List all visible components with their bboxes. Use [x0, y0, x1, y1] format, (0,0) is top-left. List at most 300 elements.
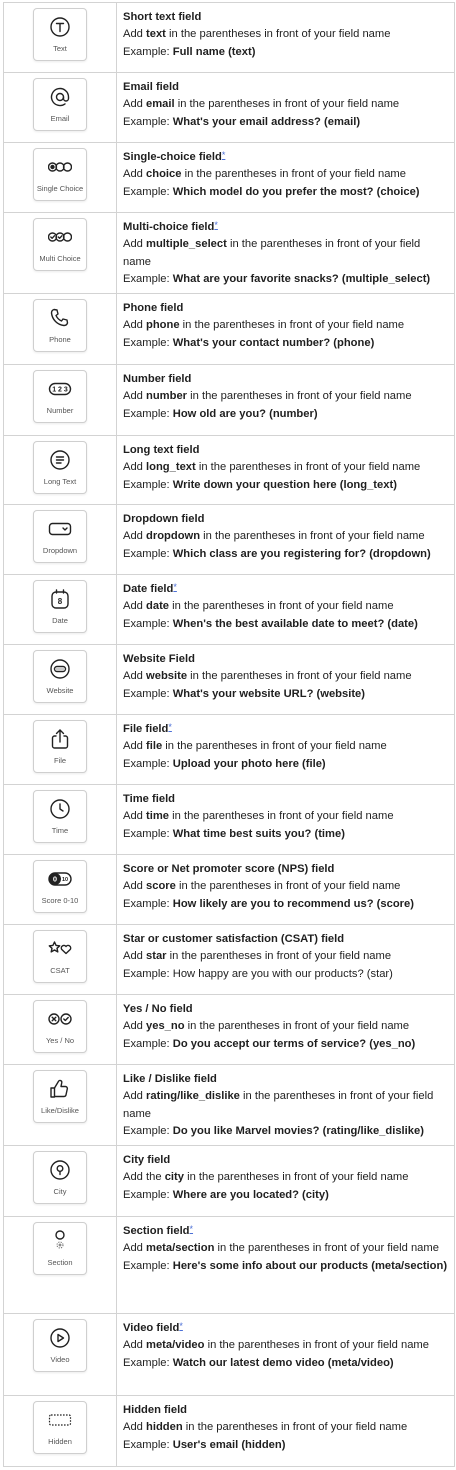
- field-title: [123, 442, 448, 459]
- table-row: [4, 575, 454, 645]
- example-text: Upload your photo here (file): [172, 757, 326, 770]
- instruction-suffix: in the parentheses in front of your field name: [175, 880, 401, 893]
- example-label: Example:: [123, 1125, 173, 1138]
- instruction-suffix: in the parentheses in front of your field name: [169, 600, 394, 613]
- svg-text:1 2 3: 1 2 3: [52, 386, 68, 394]
- field-instruction: [123, 390, 412, 402]
- field-example: [123, 186, 420, 198]
- description-cell: [117, 1146, 454, 1216]
- instruction-suffix: in the parentheses in front of your field name: [166, 950, 392, 963]
- example-label: Example:: [123, 1356, 173, 1369]
- instruction-prefix: Add the: [123, 1171, 165, 1184]
- example-text: Write down your question here (long_text): [172, 478, 397, 491]
- table-row: [4, 213, 454, 294]
- field-keyword: phone: [146, 319, 180, 332]
- field-instruction: [123, 1339, 429, 1351]
- field-title-text: Email field: [123, 81, 179, 93]
- icon-caption: File: [53, 756, 67, 765]
- svg-text:0: 0: [52, 874, 58, 884]
- table-row: [4, 365, 454, 436]
- field-title: [123, 9, 448, 26]
- field-icon-card: [33, 8, 87, 61]
- field-example: [123, 408, 318, 420]
- icon-caption: Long Text: [43, 477, 77, 486]
- field-instruction: [123, 98, 399, 110]
- instruction-suffix: in the parentheses in front of your field name: [174, 98, 400, 111]
- score-toggle-icon: [48, 867, 72, 891]
- field-example: [123, 898, 414, 910]
- example-text: How old are you? (number): [172, 407, 318, 420]
- video-play-icon: [48, 1326, 72, 1350]
- field-instruction: [123, 1421, 407, 1433]
- field-title: [123, 931, 448, 948]
- footnote-asterisk-link[interactable]: *: [221, 150, 226, 160]
- website-icon: [48, 657, 72, 681]
- instruction-suffix: in the parentheses in front of your field name: [214, 1242, 439, 1255]
- field-title: [123, 1223, 448, 1240]
- field-keyword: multiple_select: [146, 238, 227, 251]
- field-title-text: Date field: [123, 583, 174, 595]
- field-icon-card: [33, 860, 87, 913]
- field-title-text: Single-choice field: [123, 151, 222, 163]
- table-row: [4, 855, 454, 925]
- field-instruction: [123, 880, 400, 892]
- field-title-text: Long text field: [123, 444, 200, 456]
- field-icon-card: [33, 218, 87, 271]
- text-field-icon: [48, 15, 72, 39]
- icon-cell: [4, 294, 117, 364]
- example-text: What's your email address? (email): [172, 115, 361, 128]
- field-keyword: date: [146, 600, 170, 613]
- field-keyword: number: [146, 390, 188, 403]
- section-icon: [48, 1229, 72, 1253]
- email-at-icon: [48, 85, 72, 109]
- field-keyword: rating/like_dislike: [146, 1090, 240, 1103]
- field-example: [123, 46, 255, 58]
- instruction-suffix: in the parentheses in front of your field name: [182, 1421, 408, 1434]
- field-example: [123, 1189, 329, 1201]
- field-title: [123, 1402, 448, 1419]
- instruction-prefix: Add: [123, 530, 147, 543]
- icon-cell: [4, 213, 117, 293]
- field-icon-card: [33, 1151, 87, 1204]
- field-example: [123, 688, 365, 700]
- field-example: [123, 479, 397, 491]
- instruction-suffix: in the parentheses in front of your field name: [187, 670, 412, 683]
- field-keyword: email: [146, 98, 175, 111]
- field-title-text: Like / Dislike field: [123, 1073, 217, 1085]
- icon-cell: [4, 143, 117, 212]
- thumbs-up-icon: [48, 1077, 72, 1101]
- icon-caption: Score 0-10: [41, 896, 79, 905]
- instruction-prefix: Add: [123, 1339, 147, 1352]
- field-instruction: [123, 810, 394, 822]
- example-label: Example:: [123, 967, 173, 980]
- instruction-suffix: in the parentheses in front of your field name: [204, 1339, 429, 1352]
- example-label: Example:: [123, 1259, 173, 1272]
- table-row: [4, 925, 454, 995]
- example-text: Which model do you prefer the most? (choice): [172, 185, 420, 198]
- field-instruction: [123, 168, 406, 180]
- example-text: Here's some info about our products (meta/section): [172, 1259, 448, 1272]
- instruction-suffix: in the parentheses in front of your field name: [179, 319, 405, 332]
- icon-cell: [4, 925, 117, 994]
- table-row: [4, 436, 454, 505]
- field-icon-card: [33, 930, 87, 983]
- icon-cell: [4, 855, 117, 924]
- field-title: [123, 861, 448, 878]
- example-text: Full name (text): [172, 45, 256, 58]
- field-title-text: Yes / No field: [123, 1003, 193, 1015]
- field-title: [123, 1152, 448, 1169]
- description-cell: [117, 73, 454, 142]
- description-cell: [117, 1065, 454, 1145]
- location-pin-icon: [48, 1158, 72, 1182]
- instruction-prefix: Add: [123, 600, 147, 613]
- example-label: Example:: [123, 827, 173, 840]
- example-label: Example:: [123, 407, 173, 420]
- example-label: Example:: [123, 45, 173, 58]
- instruction-suffix: in the parentheses in front of your field name: [123, 1090, 434, 1120]
- field-title: [123, 791, 448, 808]
- field-title: [123, 511, 448, 528]
- example-text: User's email (hidden): [172, 1438, 286, 1451]
- example-text: Do you like Marvel movies? (rating/like_dislike): [172, 1125, 424, 1138]
- instruction-prefix: Add: [123, 319, 147, 332]
- field-title-text: Website Field: [123, 653, 195, 665]
- single-choice-icon: [48, 155, 72, 179]
- example-label: Example:: [123, 1037, 173, 1050]
- field-keyword: yes_no: [146, 1020, 185, 1033]
- icon-cell: [4, 785, 117, 854]
- description-cell: [117, 365, 454, 435]
- field-keyword: city: [164, 1171, 184, 1184]
- icon-caption: Like/Dislike: [41, 1106, 79, 1115]
- calendar-icon: [48, 587, 72, 611]
- star-heart-icon: [48, 937, 72, 961]
- field-instruction: [123, 530, 425, 542]
- field-icon-card: [33, 1222, 87, 1275]
- field-icon-card: [33, 1401, 87, 1454]
- table-row: [4, 1065, 454, 1146]
- description-cell: [117, 505, 454, 574]
- dropdown-icon: [48, 517, 72, 541]
- instruction-prefix: Add: [123, 810, 147, 823]
- table-row: [4, 1396, 454, 1467]
- description-cell: [117, 436, 454, 504]
- field-example: [123, 1125, 424, 1137]
- field-title: [123, 721, 448, 738]
- table-row: [4, 143, 454, 213]
- field-icon-card: [33, 650, 87, 703]
- field-icon-card: [33, 1070, 87, 1123]
- field-keyword: hidden: [146, 1421, 183, 1434]
- icon-caption: Email: [50, 114, 70, 123]
- field-title: [123, 1071, 448, 1088]
- number-icon: [48, 377, 72, 401]
- example-label: Example:: [123, 1438, 173, 1451]
- table-row: [4, 3, 454, 73]
- field-title: [123, 149, 448, 166]
- field-icon-card: [33, 720, 87, 773]
- field-keyword: website: [146, 670, 188, 683]
- yes-no-icon: [48, 1007, 72, 1031]
- description-cell: [117, 715, 454, 784]
- field-instruction: [123, 1242, 439, 1254]
- table-row: [4, 294, 454, 365]
- example-label: Example:: [123, 897, 173, 910]
- field-title-text: Phone field: [123, 302, 184, 314]
- icon-cell: [4, 575, 117, 644]
- description-cell: [117, 995, 454, 1064]
- field-keyword: score: [146, 880, 176, 893]
- table-row: [4, 505, 454, 575]
- field-title-text: Time field: [123, 793, 176, 805]
- icon-cell: [4, 3, 117, 72]
- phone-icon: [48, 306, 72, 330]
- field-instruction: [123, 950, 391, 962]
- description-cell: [117, 575, 454, 644]
- icon-cell: [4, 645, 117, 714]
- field-instruction: [123, 238, 420, 267]
- field-example: [123, 548, 431, 560]
- field-icon-card: [33, 1000, 87, 1053]
- example-text: Do you accept our terms of service? (yes_no): [172, 1037, 416, 1050]
- instruction-prefix: Add: [123, 98, 147, 111]
- icon-caption: Hidden: [48, 1437, 72, 1446]
- instruction-prefix: Add: [123, 880, 147, 893]
- description-cell: [117, 645, 454, 714]
- icon-cell: [4, 436, 117, 504]
- description-cell: [117, 143, 454, 212]
- description-cell: [117, 1314, 454, 1395]
- example-label: Example:: [123, 185, 173, 198]
- table-row: [4, 785, 454, 855]
- icon-cell: [4, 1146, 117, 1216]
- instruction-prefix: Add: [123, 950, 147, 963]
- icon-caption: Video: [50, 1355, 70, 1364]
- description-cell: [117, 3, 454, 72]
- field-icon-card: [33, 1319, 87, 1372]
- field-icon-card: [33, 790, 87, 843]
- hidden-field-icon: [48, 1408, 72, 1432]
- field-instruction: [123, 600, 394, 612]
- field-title: [123, 79, 448, 96]
- field-example: [123, 758, 326, 770]
- icon-caption: Number: [46, 406, 74, 415]
- field-title: [123, 581, 448, 598]
- icon-caption: CSAT: [50, 966, 70, 975]
- field-icon-card: [33, 370, 87, 423]
- field-title-text: Section field: [123, 1225, 190, 1237]
- field-title-text: Dropdown field: [123, 513, 205, 525]
- instruction-prefix: Add: [123, 1421, 147, 1434]
- instruction-suffix: in the parentheses in front of your field name: [169, 810, 394, 823]
- instruction-suffix: in the parentheses in front of your field name: [195, 461, 421, 474]
- icon-caption: Website: [46, 686, 74, 695]
- example-text: Watch our latest demo video (meta/video): [172, 1356, 394, 1369]
- field-icon-card: [33, 580, 87, 633]
- instruction-suffix: in the parentheses in front of your field name: [183, 1171, 409, 1184]
- field-keyword: meta/video: [146, 1339, 205, 1352]
- field-icon-card: [33, 441, 87, 494]
- instruction-suffix: in the parentheses in front of your field name: [187, 390, 412, 403]
- field-title: [123, 1001, 448, 1018]
- field-title: [123, 219, 448, 236]
- icon-caption: City: [53, 1187, 67, 1196]
- icon-cell: [4, 505, 117, 574]
- field-icon-card: [33, 299, 87, 352]
- example-label: Example:: [123, 478, 173, 491]
- field-keyword: file: [146, 740, 163, 753]
- description-cell: [117, 1396, 454, 1466]
- icon-cell: [4, 995, 117, 1064]
- icon-cell: [4, 1396, 117, 1466]
- field-title-text: Star or customer satisfaction (CSAT) field: [123, 933, 345, 945]
- svg-text:10: 10: [61, 877, 69, 883]
- field-instruction: [123, 1090, 433, 1119]
- icon-cell: [4, 715, 117, 784]
- table-row: [4, 1314, 454, 1396]
- multi-choice-icon: [48, 225, 72, 249]
- description-cell: [117, 294, 454, 364]
- example-text: Which class are you registering for? (dropdown): [172, 547, 431, 560]
- field-title: [123, 651, 448, 668]
- description-cell: [117, 1217, 454, 1313]
- field-instruction: [123, 319, 404, 331]
- instruction-suffix: in the parentheses in front of your field name: [162, 740, 387, 753]
- icon-caption: Section: [47, 1258, 73, 1267]
- field-example: [123, 828, 345, 840]
- footnote-asterisk-link[interactable]: *: [214, 220, 218, 230]
- example-label: Example:: [123, 757, 173, 770]
- example-label: Example:: [123, 617, 173, 630]
- field-keyword: choice: [146, 168, 182, 181]
- table-row: [4, 645, 454, 715]
- field-example: [123, 968, 393, 980]
- field-keyword: meta/section: [146, 1242, 215, 1255]
- icon-cell: [4, 1065, 117, 1145]
- example-label: Example:: [123, 115, 173, 128]
- instruction-prefix: Add: [123, 1242, 147, 1255]
- icon-caption: Text: [53, 44, 67, 53]
- table-row: [4, 1217, 454, 1314]
- icon-caption: Date: [52, 616, 68, 625]
- icon-caption: Single Choice: [36, 184, 84, 193]
- field-instruction: [123, 28, 390, 40]
- field-example: [123, 1260, 447, 1272]
- field-example: [123, 618, 418, 630]
- field-icon-card: [33, 510, 87, 563]
- field-keyword: time: [146, 810, 170, 823]
- description-cell: [117, 855, 454, 924]
- icon-cell: [4, 1217, 117, 1313]
- field-instruction: [123, 1171, 408, 1183]
- field-types-table: [3, 2, 455, 1467]
- icon-cell: [4, 365, 117, 435]
- field-keyword: dropdown: [146, 530, 201, 543]
- example-label: Example:: [123, 273, 173, 286]
- description-cell: [117, 925, 454, 994]
- example-label: Example:: [123, 1188, 173, 1201]
- example-text: What's your contact number? (phone): [172, 336, 375, 349]
- field-example: [123, 337, 374, 349]
- field-icon-card: [33, 148, 87, 201]
- instruction-prefix: Add: [123, 28, 147, 41]
- instruction-suffix: in the parentheses in front of your field name: [200, 530, 425, 543]
- icon-cell: [4, 1314, 117, 1395]
- icon-caption: Yes / No: [45, 1036, 75, 1045]
- field-title: [123, 1320, 448, 1337]
- example-text: How likely are you to recommend us? (score): [172, 897, 414, 910]
- example-text: When's the best available date to meet? (date): [172, 617, 418, 630]
- example-text: What's your website URL? (website): [172, 687, 365, 700]
- footnote-asterisk-link[interactable]: *: [173, 582, 177, 592]
- field-icon-card: [33, 78, 87, 131]
- example-label: Example:: [123, 336, 173, 349]
- example-text: What are your favorite snacks? (multiple_select): [172, 273, 431, 286]
- field-example: [123, 116, 360, 128]
- field-title: [123, 371, 448, 388]
- icon-caption: Time: [51, 826, 69, 835]
- long-text-icon: [48, 448, 72, 472]
- footnote-asterisk-link[interactable]: *: [168, 722, 172, 732]
- field-title-text: Short text field: [123, 11, 202, 23]
- table-row: [4, 715, 454, 785]
- field-instruction: [123, 1020, 409, 1032]
- instruction-prefix: Add: [123, 390, 147, 403]
- icon-caption: Dropdown: [42, 546, 78, 555]
- field-title-text: Number field: [123, 373, 192, 385]
- field-example: [123, 273, 430, 285]
- field-title-text: Hidden field: [123, 1404, 188, 1416]
- field-title-text: Multi-choice field: [123, 221, 215, 233]
- footnote-asterisk-link[interactable]: *: [189, 1224, 194, 1234]
- field-example: [123, 1038, 415, 1050]
- file-upload-icon: [48, 727, 72, 751]
- field-keyword: long_text: [146, 461, 196, 474]
- table-row: [4, 1146, 454, 1217]
- example-label: Example:: [123, 687, 173, 700]
- field-title: [123, 300, 448, 317]
- description-cell: [117, 213, 454, 293]
- field-keyword: text: [146, 28, 166, 41]
- icon-caption: Phone: [49, 335, 71, 344]
- description-cell: [117, 785, 454, 854]
- field-instruction: [123, 670, 412, 682]
- field-title-text: Score or Net promoter score (NPS) field: [123, 863, 335, 875]
- field-example: [123, 1439, 285, 1451]
- instruction-prefix: Add: [123, 238, 147, 251]
- instruction-suffix: in the parentheses in front of your field name: [184, 1020, 410, 1033]
- field-title-text: File field: [123, 723, 169, 735]
- svg-text:8: 8: [57, 597, 63, 606]
- instruction-prefix: Add: [123, 740, 147, 753]
- instruction-prefix: Add: [123, 461, 147, 474]
- table-row: [4, 73, 454, 143]
- example-label: Example:: [123, 547, 173, 560]
- example-text: How happy are you with our products? (star): [172, 967, 393, 980]
- field-title-text: Video field: [123, 1322, 180, 1334]
- field-instruction: [123, 461, 420, 473]
- example-text: What time best suits you? (time): [172, 827, 345, 840]
- footnote-asterisk-link[interactable]: *: [179, 1321, 183, 1331]
- instruction-prefix: Add: [123, 1090, 147, 1103]
- instruction-prefix: Add: [123, 168, 147, 181]
- instruction-suffix: in the parentheses in front of your field name: [181, 168, 406, 181]
- table-row: [4, 995, 454, 1065]
- field-title-text: City field: [123, 1154, 171, 1166]
